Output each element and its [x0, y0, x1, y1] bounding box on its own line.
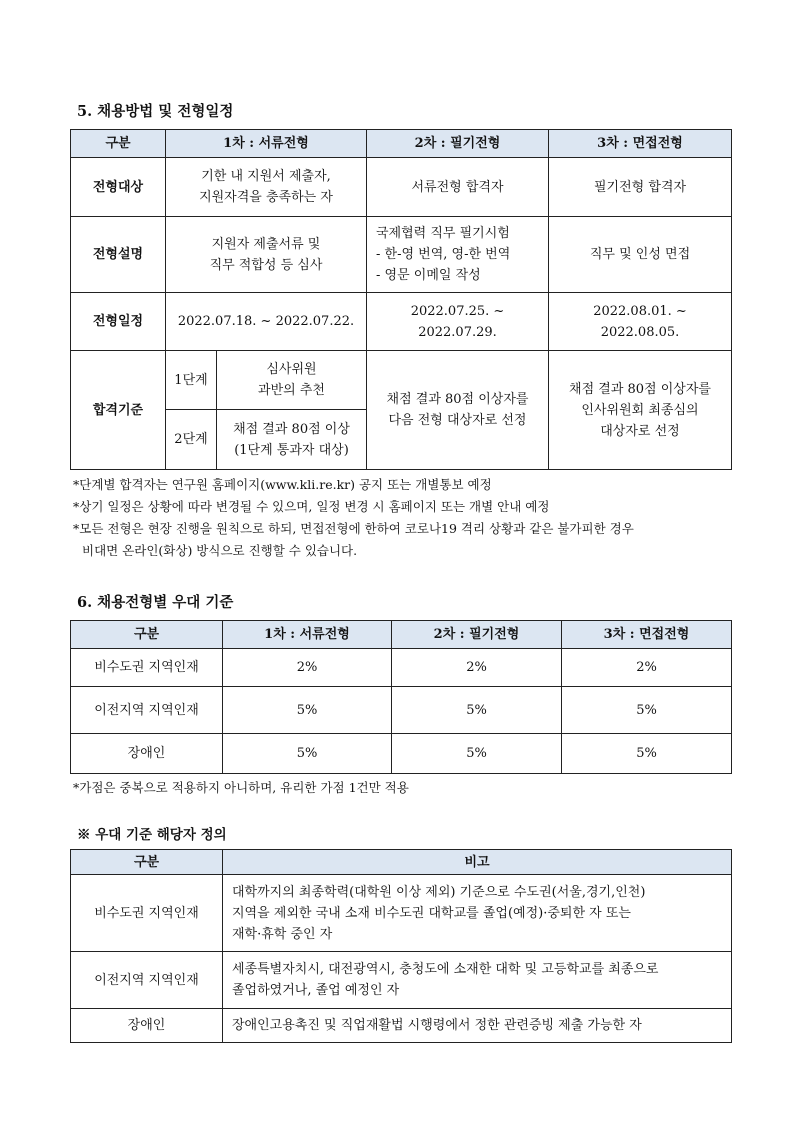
- target-stage2: 서류전형 합격자: [367, 158, 549, 217]
- def-header-category: 구분: [71, 850, 223, 875]
- target-stage3: 필기전형 합격자: [549, 158, 732, 217]
- section5-note-4: 비대면 온라인(화상) 방식으로 진행할 수 있습니다.: [82, 543, 358, 558]
- def-row-desc: 세종특별자치시, 대전광역시, 충청도에 소재한 대학 및 고등학교를 최종으로 졸업하였거나, 졸업 예정인 자: [223, 952, 732, 1009]
- section5-note-1: *단계별 합격자는 연구원 홈페이지(www.kli.re.kr) 공지 또는 개별통보 예정: [73, 477, 492, 492]
- pref-cell: 5%: [562, 734, 732, 774]
- section5-title: 5. 채용방법 및 전형일정: [77, 103, 234, 120]
- pref-row-label: 이전지역 지역인재: [71, 687, 223, 734]
- def-row-desc: 장애인고용촉진 및 직업재활법 시행령에서 정한 관련증빙 제출 가능한 자: [223, 1009, 732, 1043]
- criteria-stage2-label: 2단계: [166, 410, 217, 470]
- criteria-stage2-value: 채점 결과 80점 이상 (1단계 통과자 대상): [217, 410, 367, 470]
- schedule-stage1: 2022.07.18. ~ 2022.07.22.: [166, 293, 367, 351]
- pref-cell: 2%: [392, 649, 562, 687]
- section5-note-2: *상기 일정은 상황에 따라 변경될 수 있으며, 일정 변경 시 홈페이지 또는 개별 안내 예정: [73, 499, 550, 514]
- criteria-stage3: 채점 결과 80점 이상자를 인사위원회 최종심의 대상자로 선정: [549, 351, 732, 470]
- row-label-target: 전형대상: [71, 158, 166, 217]
- selection-process-table: [70, 129, 732, 470]
- def-row-label: 비수도권 지역인재: [71, 875, 223, 952]
- def-row-label: 장애인: [71, 1009, 223, 1043]
- header-category: 구분: [71, 130, 166, 158]
- criteria-stage1-value: 심사위원 과반의 추천: [217, 351, 367, 410]
- section6-title: 6. 채용전형별 우대 기준: [77, 594, 234, 611]
- desc-stage2: 국제협력 직무 필기시험 - 한-영 번역, 영-한 번역 - 영문 이메일 작성: [367, 217, 549, 293]
- definitions-table: [70, 849, 732, 1043]
- row-label-desc: 전형설명: [71, 217, 166, 293]
- row-label-schedule: 전형일정: [71, 293, 166, 351]
- preference-table: [70, 620, 732, 774]
- pref-cell: 5%: [392, 687, 562, 734]
- target-stage1: 기한 내 지원서 제출자, 지원자격을 충족하는 자: [166, 158, 367, 217]
- pref-header-stage3: 3차 : 면접전형: [562, 621, 732, 649]
- definitions-title: ※ 우대 기준 해당자 정의: [77, 827, 227, 843]
- def-row-desc: 대학까지의 최종학력(대학원 이상 제외) 기준으로 수도권(서울,경기,인천) 지역을 제외한 국내 소재 비수도권 대학교를 졸업(예정)·중퇴한 자 또는 재학·휴학 중인 자: [223, 875, 732, 952]
- pref-cell: 2%: [223, 649, 392, 687]
- def-header-remark: 비고: [223, 850, 732, 875]
- pref-header-stage1: 1차 : 서류전형: [223, 621, 392, 649]
- pref-header-category: 구분: [71, 621, 223, 649]
- criteria-stage1-label: 1단계: [166, 351, 217, 410]
- pref-cell: 5%: [223, 687, 392, 734]
- header-stage1: 1차 : 서류전형: [166, 130, 367, 158]
- pref-cell: 5%: [562, 687, 732, 734]
- pref-header-stage2: 2차 : 필기전형: [392, 621, 562, 649]
- row-label-criteria: 합격기준: [71, 351, 166, 470]
- pref-row-label: 비수도권 지역인재: [71, 649, 223, 687]
- schedule-stage2: 2022.07.25. ~ 2022.07.29.: [367, 293, 549, 351]
- desc-stage3: 직무 및 인성 면접: [549, 217, 732, 293]
- header-stage2: 2차 : 필기전형: [367, 130, 549, 158]
- pref-row-label: 장애인: [71, 734, 223, 774]
- pref-cell: 2%: [562, 649, 732, 687]
- section6-note: *가점은 중복으로 적용하지 아니하며, 유리한 가점 1건만 적용: [73, 780, 409, 795]
- section5-note-3: *모든 전형은 현장 진행을 원칙으로 하되, 면접전형에 한하여 코로나19 격리 상황과 같은 불가피한 경우: [73, 521, 634, 536]
- desc-stage1: 지원자 제출서류 및 직무 적합성 등 심사: [166, 217, 367, 293]
- header-stage3: 3차 : 면접전형: [549, 130, 732, 158]
- def-row-label: 이전지역 지역인재: [71, 952, 223, 1009]
- pref-cell: 5%: [392, 734, 562, 774]
- criteria-stage2: 채점 결과 80점 이상자를 다음 전형 대상자로 선정: [367, 351, 549, 470]
- schedule-stage3: 2022.08.01. ~ 2022.08.05.: [549, 293, 732, 351]
- pref-cell: 5%: [223, 734, 392, 774]
